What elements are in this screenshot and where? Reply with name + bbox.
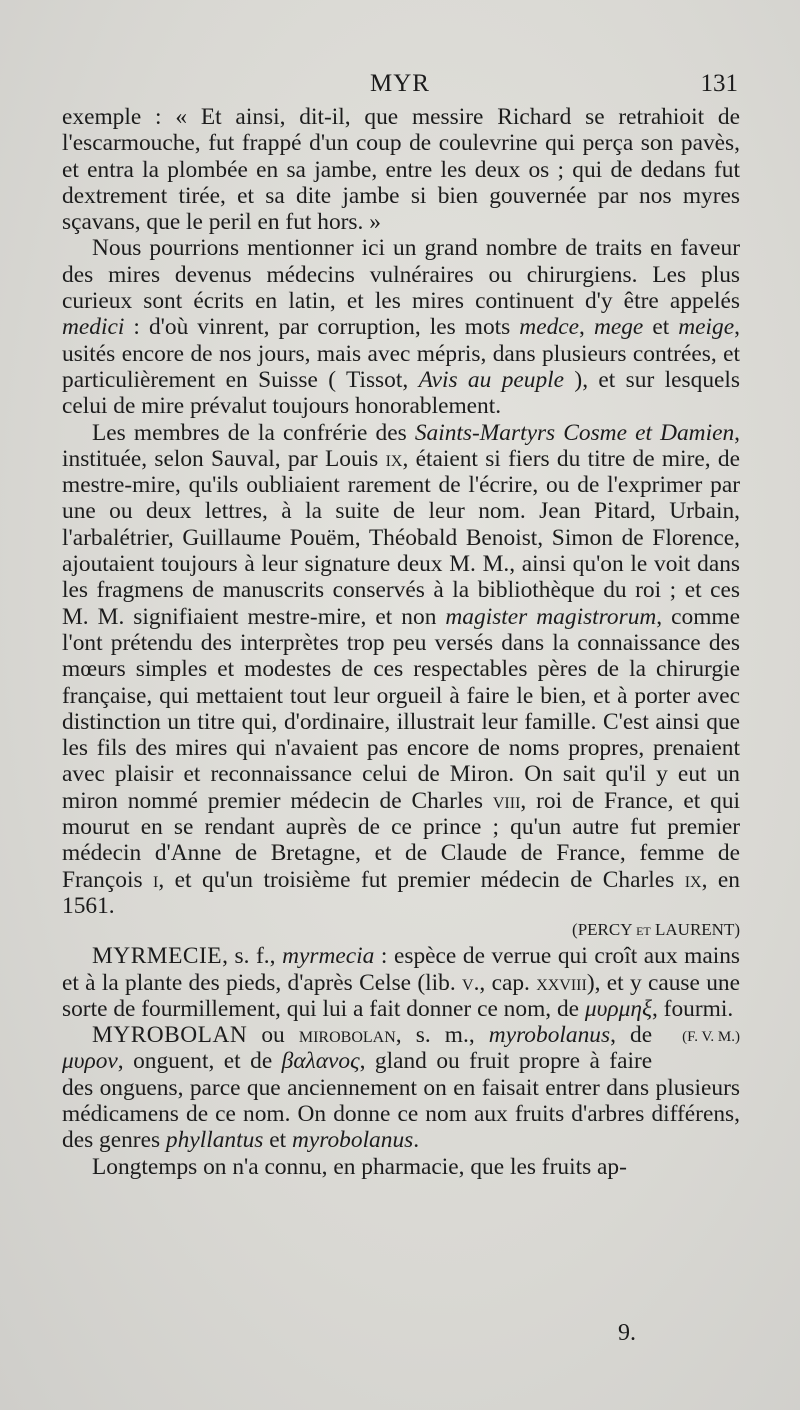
page-header [60, 70, 740, 104]
page-number: 131 [700, 70, 738, 97]
paragraph-3: Les membres de la confrérie des Saints-Martyrs Cosme et Damien, instituée, selon Sauval, par Louis ix, étaient si fiers du titre de mire, de mestre-mire, qu'ils oubliaient rarement de l'écrire, ou de l'exprimer par une ou deux lettres, à la suite de leur nom. Jean Pitard, Urbain, l'arbalétrier, Guillaume Pouëm, Théobald Benoist, Simon de Florence, ajoutaient toujours à leur signature deux M. M., ainsi qu'on le voit dans les fragmens de manuscrits conservés à la bibliothèque du roi ; et ces M. M. signifiaient mestre-mire, et non magister magistrorum, comme l'ont prétendu des interprètes trop peu versés dans la connaissance des mœurs simples et modestes de ces respectables pères de la chirurgie française, qui mettaient tout leur orgueil à faire le bien, et à porter avec distinction un titre qui, d'ordinaire, illustrait leur famille. C'est ainsi que les fils des mires qui n'avaient pas encore de noms propres, prenaient avec plaisir et reconnaissance celui de Miron. On sait qu'il y eut un miron nommé premier médecin de Charles viii, roi de France, et qui mourut en se rendant auprès de ce prince ; qu'un autre fut premier médecin d'Anne de Bretagne, et de Claude de France, femme de François i, et qu'un troisième fut premier médecin de Charles ix, en 1561. [62, 419, 741, 919]
body-text [62, 104, 740, 1180]
paragraph-1: exemple : « Et ainsi, dit-il, que messire Richard se retrahioit de l'escarmouche, fut frappé d'un coup de coulevrine qui perça son pavès, et entra la plombée en sa jambe, entre les deux os ; qui de dedans fut dextrement tirée, et sa dite jambe si bien gouvernée par nos myres sçavans, que le peril en fut hors. » [62, 104, 740, 236]
entry-myrobolan [62, 1022, 740, 1153]
headword-myrmecie: MYRMECIE [92, 943, 223, 970]
author-signature: (PERCY et LAURENT) [572, 920, 740, 940]
entry-signature: (F. V. M.) [682, 1029, 740, 1046]
paragraph-last: Longtemps on n'a connu, en pharmacie, que les fruits ap- [92, 1153, 627, 1180]
printer-signature-mark: 9. [618, 1320, 636, 1346]
definition-myrobolan: ou mirobolan, s. m., myrobolanus, de μυρον, onguent, et de βαλανος, gland ou fruit propre à faire des onguens, parce que anciennement on en faisait entrer dans plusieurs médicamens de ce nom. On donne ce nom aux fruits d'arbres différens, des genres phyllantus et myrobolanus. [62, 1022, 740, 1154]
paragraph-2: Nous pourrions mentionner ici un grand nombre de traits en faveur des mires devenus médecins vulnéraires ou chirurgiens. Les plus curieux sont écrits en latin, et les mires continuent d'y être appelés medici : d'où vinrent, par corruption, les mots medce, mege et meige, usités encore de nos jours, mais avec mépris, dans plusieurs contrées, et particulièrement en Suisse ( Tissot, Avis au peuple ), et sur lesquels celui de mire prévalut toujours honorablement. [62, 235, 740, 420]
running-head: MYR [370, 70, 430, 97]
definition-myrmecie: , s. f., myrmecia : espèce de verrue qui croît aux mains et à la plante des pieds, d'après Celse (lib. v., cap. xxviii), et y cause une sorte de fourmillement, qui lui a fait donner ce nom, de μυρμηξ, fourmi. [62, 943, 740, 1022]
headword-myrobolan: MYROBOLAN [92, 1022, 248, 1049]
